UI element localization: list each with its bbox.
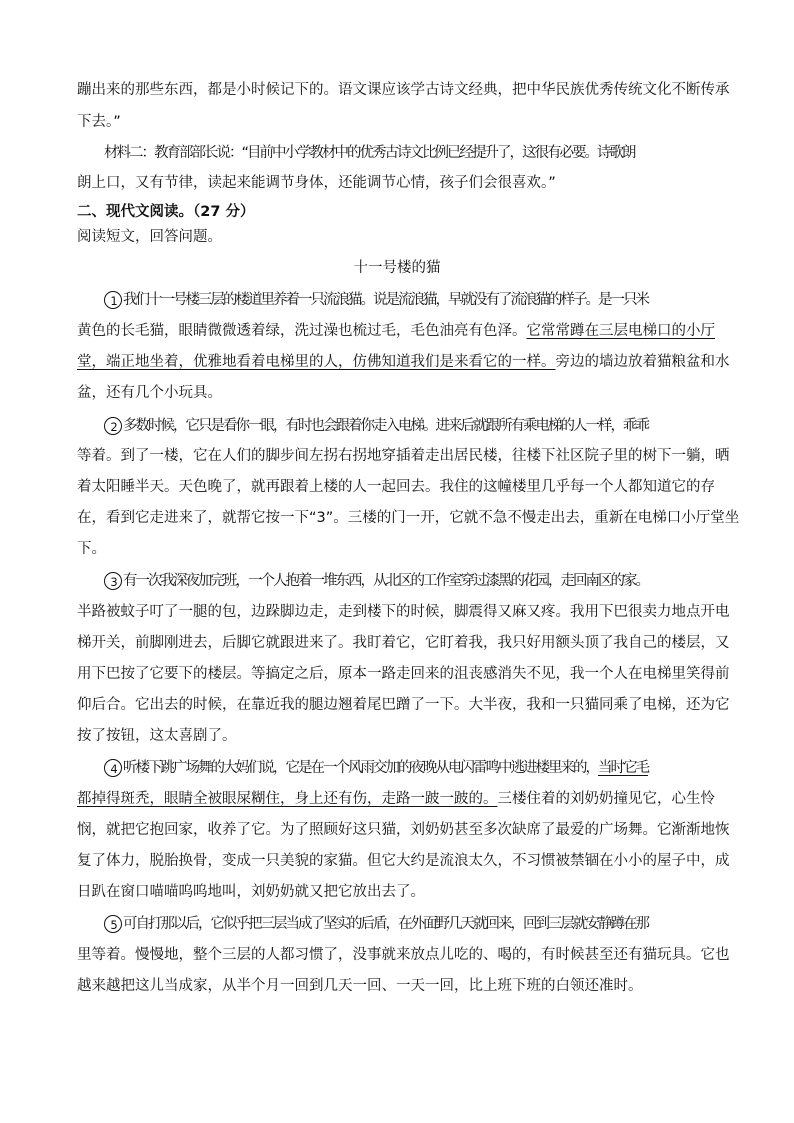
paragraph-1-text: 黄色的长毛猫，眼睛微微透着绿，洗过澡也梳过毛，毛色油亮有色泽。 <box>77 323 527 339</box>
paragraph-4-line-2 <box>77 789 737 809</box>
paragraph-4-line-4: 复了体力，脱胎换骨，变成一只美貌的家猫。但它大约是流浪太久，不习惯被禁锢在小小的屋子中，成 <box>77 853 730 869</box>
paragraph-4-line-5: 日趴在窗口喵喵呜呜地叫，刘奶奶就又把它放出去了。 <box>77 884 425 900</box>
paragraph-3-line-3: 梯开关，前脚刚进去，后脚它就跟进来了。我盯着它，它盯着我，我只好用额头顶了我自己的楼层，又 <box>77 635 730 651</box>
underlined-sentence: 都掉得斑秃，眼睛全被眼屎糊住，身上还有伤，走路一跛一跛的。 <box>77 791 498 807</box>
paragraph-2-line-5: 下。 <box>77 541 106 557</box>
paragraph-1-text: 我们十一号楼三层的楼道里养着一只流浪猫。说是流浪猫，早就没有了流浪猫的样子。是一只米 <box>123 292 648 308</box>
paragraph-5-text: 可自打那以后，它似乎把三层当成了坚实的后盾，在外面野几天就回来，回到三层就安静蹲在那 <box>123 916 648 932</box>
paragraph-5-line-1 <box>104 914 764 934</box>
paragraph-3-line-1 <box>104 571 764 591</box>
paragraph-number-3: 3 <box>104 572 122 590</box>
paragraph-number-2: 2 <box>104 417 122 435</box>
paragraph-4-line-3: 悯，就把它抱回家，收养了它。为了照顾好这只猫，刘奶奶甚至多次缺席了最爱的广场舞。它渐渐地恢 <box>77 822 730 838</box>
paragraph-2-text: 多数时候，它只是看你一眼，有时也会跟着你走入电梯。进来后就跟所有乘电梯的人一样，乖乖 <box>123 418 648 434</box>
material-two-line-1: 材料二：教育部部长说：“目前中小学教材中的优秀古诗文比例已经提升了，这很有必要。诗歌朗 <box>104 145 635 161</box>
paragraph-2-line-3: 着太阳睡半天。天色晚了，就再跟着上楼的人一起回去。我住的这幢楼里几乎每一个人都知道它的存 <box>77 479 715 495</box>
paragraph-2-line-1 <box>104 416 764 436</box>
paragraph-1-line-3 <box>77 352 737 372</box>
material-one-tail-line-2: 下去。” <box>77 114 121 130</box>
paragraph-number-5: 5 <box>104 915 122 933</box>
underlined-sentence: 当时它毛 <box>598 760 648 776</box>
paragraph-number-1: 1 <box>104 291 122 309</box>
paragraph-1-text: 旁边的墙边放着猫粮盆和水 <box>555 354 730 370</box>
paragraph-4-text: 三楼住着的刘奶奶撞见它，心生怜 <box>497 791 715 807</box>
section-heading: 二、现代文阅读。（27 分） <box>77 204 255 220</box>
paragraph-1-line-2 <box>77 321 737 341</box>
paragraph-2-line-2: 等着。到了一楼，它在人们的脚步间左拐右拐地穿插着走出居民楼，往楼下社区院子里的树下一躺，晒 <box>77 448 730 464</box>
paragraph-4-text: 听楼下跳广场舞的大妈们说，它是在一个风雨交加的夜晚从电闪雷鸣中逃进楼里来的， <box>123 760 598 776</box>
paragraph-3-line-2: 半路被蚊子叮了一腿的包，边跺脚边走，走到楼下的时候，脚震得又麻又疼。我用下巴很卖力地点开电 <box>77 604 730 620</box>
paragraph-5-line-2: 里等着。慢慢地，整个三层的人都习惯了，没事就来放点儿吃的、喝的，有时候甚至还有猫玩具。它也 <box>77 947 730 963</box>
passage-title: 十一号楼的猫 <box>353 260 441 276</box>
material-two-line-2: 朗上口，又有节律，读起来能调节身体，还能调节心情，孩子们会很喜欢。” <box>77 175 556 191</box>
paragraph-3-text: 有一次我深夜加完班，一个人抱着一堆东西，从北区的工作室穿过漆黑的花园，走回南区的家。 <box>123 573 648 589</box>
paragraph-4-line-1 <box>104 758 764 778</box>
underlined-sentence: 它常常蹲在三层电梯口的小厅 <box>526 323 715 339</box>
underlined-sentence: 堂，端正地坐着，优雅地看着电梯里的人，仿佛知道我们是来看它的一样。 <box>77 354 556 370</box>
paragraph-2-line-4: 在，看到它走进来了，就帮它按一下“3”。三楼的门一开，它就不急不慢走出去，重新在电梯口小厅堂坐 <box>77 510 740 526</box>
paragraph-3-line-5: 仰后合。它出去的时候，在靠近我的腿边翘着尾巴蹭了一下。大半夜，我和一只猫同乘了电梯，还为它 <box>77 697 730 713</box>
reading-instruction: 阅读短文，回答问题。 <box>77 229 222 245</box>
paragraph-1-line-4: 盆，还有几个小玩具。 <box>77 385 222 401</box>
paragraph-5-line-3: 越来越把这儿当成家，从半个月一回到几天一回、一天一回，比上班下班的白领还准时。 <box>77 978 643 994</box>
paragraph-1-line-1 <box>104 290 764 310</box>
paragraph-3-line-6: 按了按钮，这太喜剧了。 <box>77 728 237 744</box>
paragraph-number-4: 4 <box>104 759 122 777</box>
paragraph-3-line-4: 用下巴按了它要下的楼层。等搞定之后，原本一路走回来的沮丧感消失不见，我一个人在电梯里笑得前 <box>77 666 730 682</box>
material-one-tail-line-1: 蹦出来的那些东西，都是小时候记下的。语文课应该学古诗文经典，把中华民族优秀传统文化不断传承 <box>77 82 730 98</box>
